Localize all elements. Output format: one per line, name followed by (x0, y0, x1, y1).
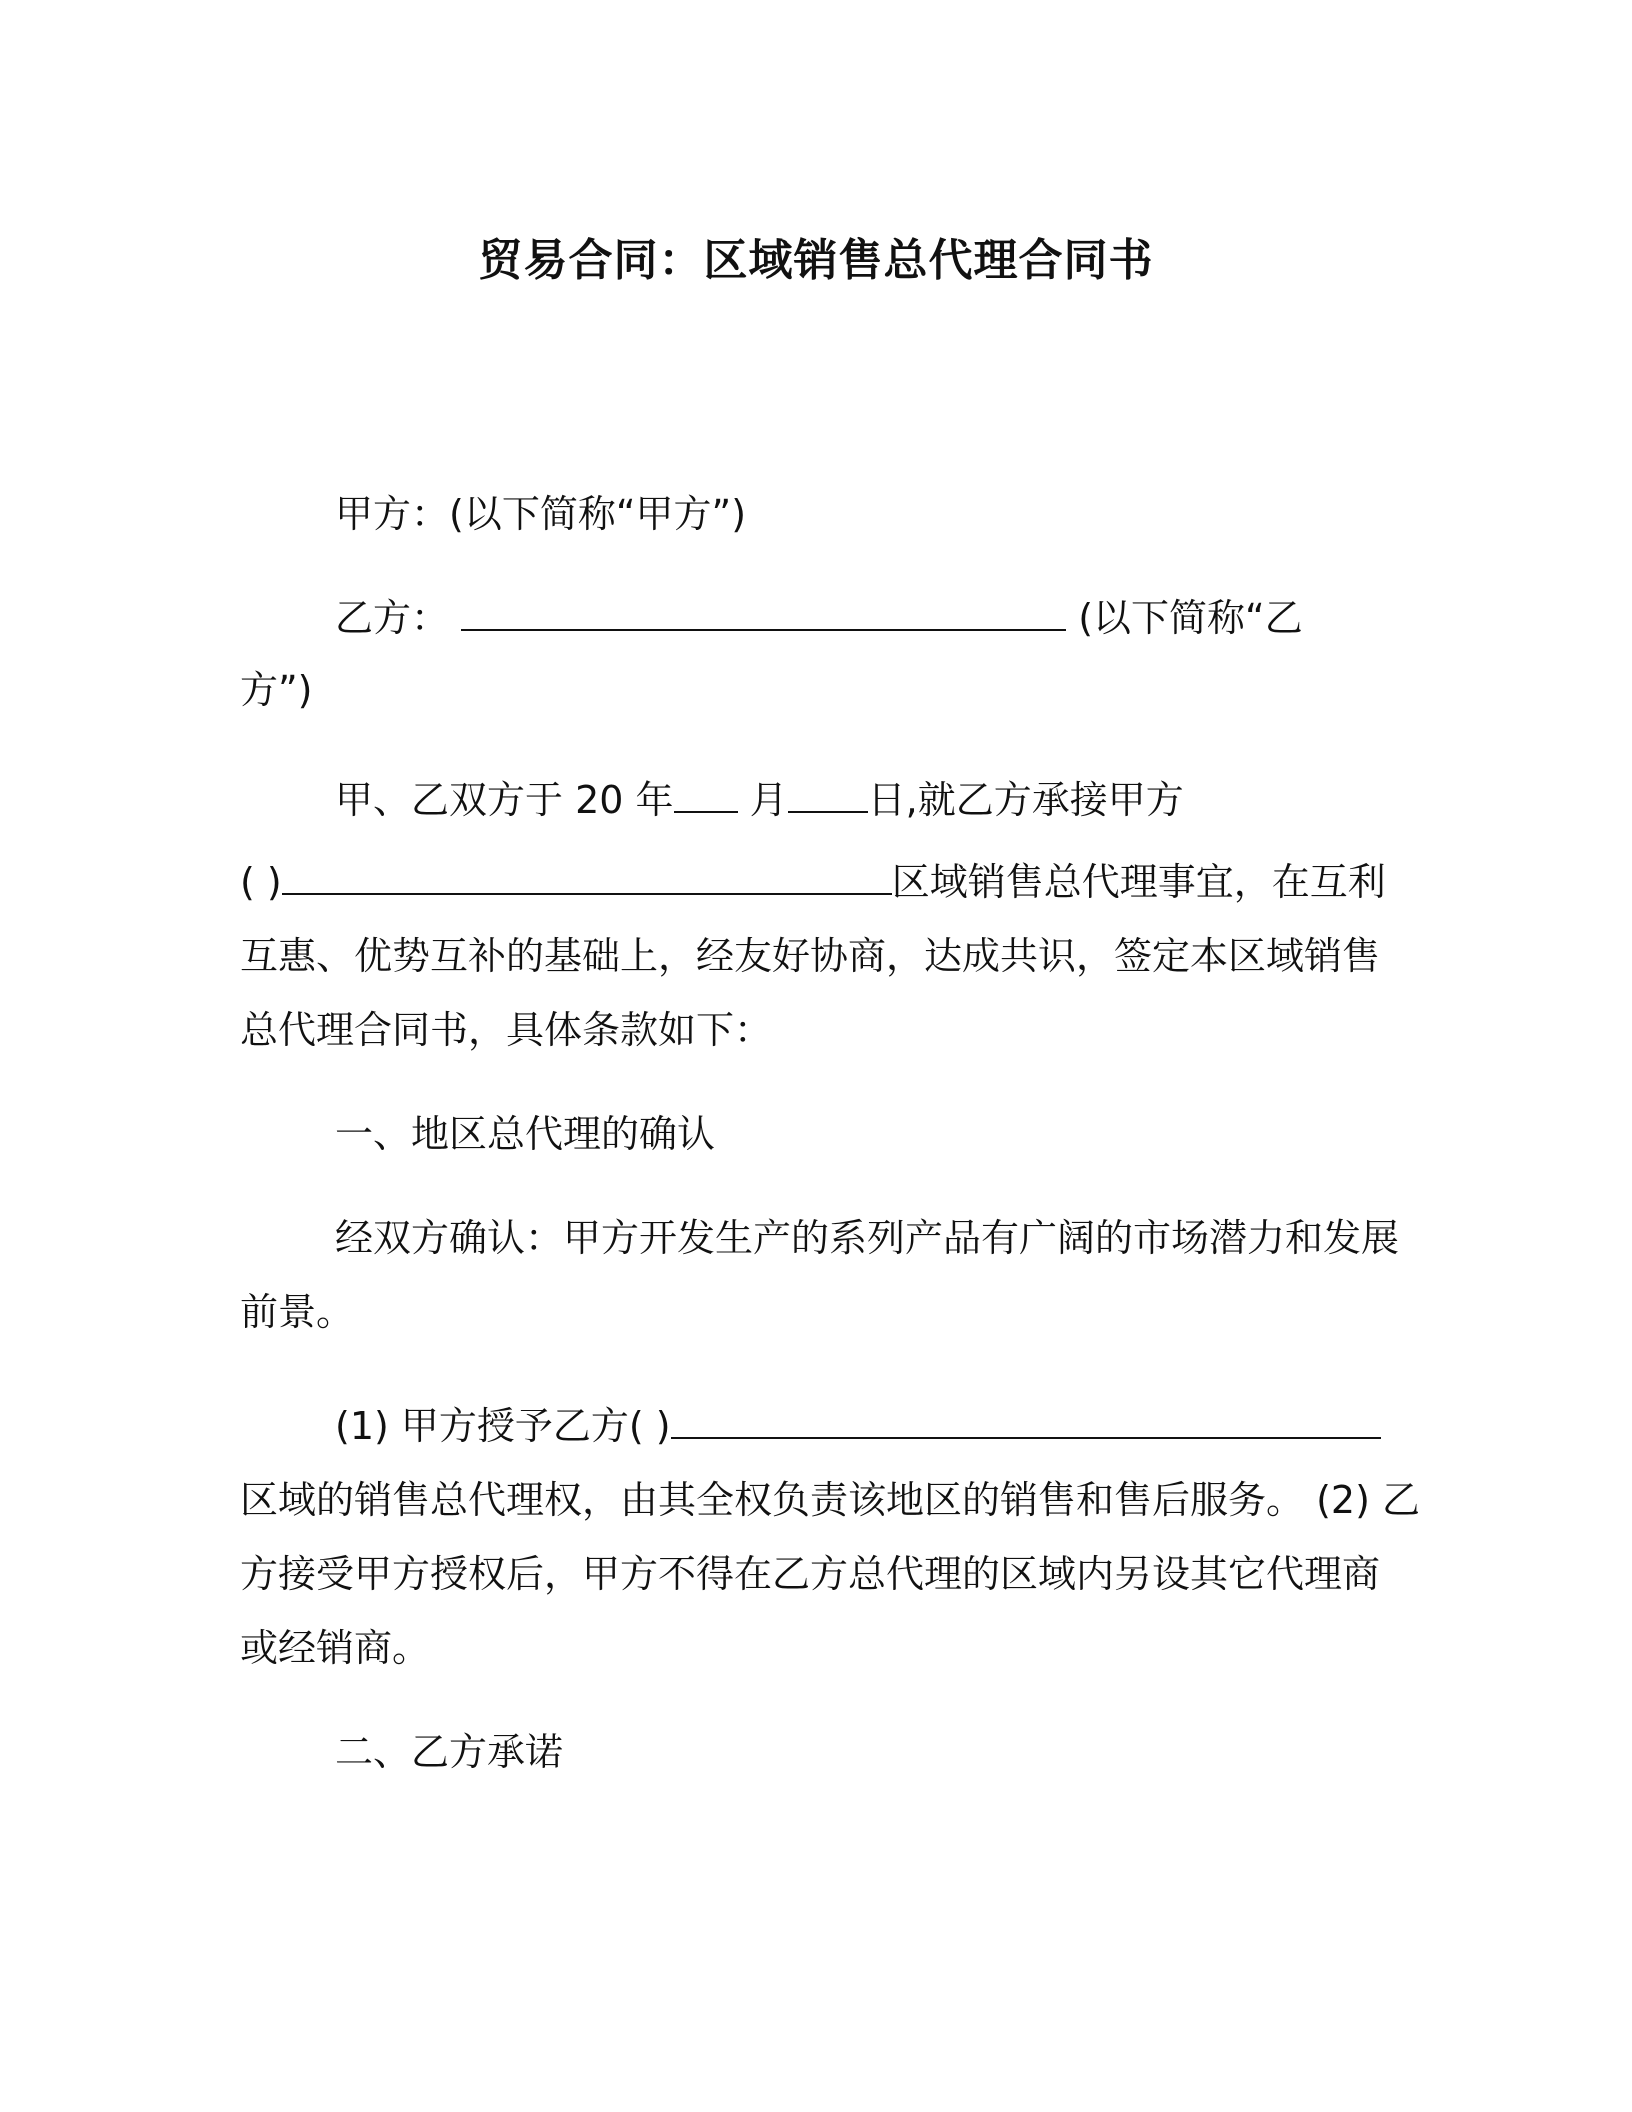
intro-line-1 (335, 776, 1184, 824)
section-1-paragraph-2-line-1 (335, 1402, 1381, 1450)
section-1-paragraph-1-line-1: 经双方确认：甲方开发生产的系列产品有广阔的市场潜力和发展 (335, 1216, 1400, 1260)
party-b-blank (461, 595, 1066, 631)
section-2-heading: 二、乙方承诺 (335, 1730, 564, 1774)
section-1-paragraph-2-line-2: 区域的销售总代理权，由其全权负责该地区的销售和售后服务。 (2) 乙 (240, 1478, 1420, 1522)
grant-clause: (1) 甲方授予乙方( ) (335, 1404, 671, 1448)
grant-region-blank (671, 1403, 1381, 1439)
region-blank (282, 859, 892, 895)
party-b-continuation: 方”) (240, 668, 313, 712)
intro-line-3: 互惠、优势互补的基础上，经友好协商，达成共识，签定本区域销售 (240, 934, 1381, 978)
intro-region-suffix: 区域销售总代理事宜，在互利 (891, 860, 1386, 904)
day-blank (788, 777, 868, 813)
section-1-paragraph-1-line-2: 前景。 (240, 1290, 355, 1334)
party-a-line: 甲方：(以下简称“甲方”) (335, 492, 747, 536)
party-b-suffix: (以下简称“乙 (1078, 596, 1303, 640)
party-b-prefix: 乙方： (335, 596, 450, 640)
party-b-line (335, 594, 1303, 642)
intro-line-2 (240, 858, 1386, 906)
intro-date-prefix: 甲、乙双方于 20 年 (335, 778, 674, 822)
region-paren: ( ) (240, 860, 282, 904)
month-blank (674, 777, 738, 813)
intro-line-4: 总代理合同书，具体条款如下： (240, 1008, 773, 1052)
intro-month-label: 月 (749, 778, 788, 822)
section-1-paragraph-2-line-3: 方接受甲方授权后，甲方不得在乙方总代理的区域内另设其它代理商 (240, 1552, 1381, 1596)
section-1-heading: 一、地区总代理的确认 (335, 1112, 716, 1156)
intro-date-suffix: 日,就乙方承接甲方 (867, 778, 1184, 822)
section-1-paragraph-2-line-4: 或经销商。 (240, 1626, 431, 1670)
document-title: 贸易合同：区域销售总代理合同书 (478, 235, 1154, 286)
